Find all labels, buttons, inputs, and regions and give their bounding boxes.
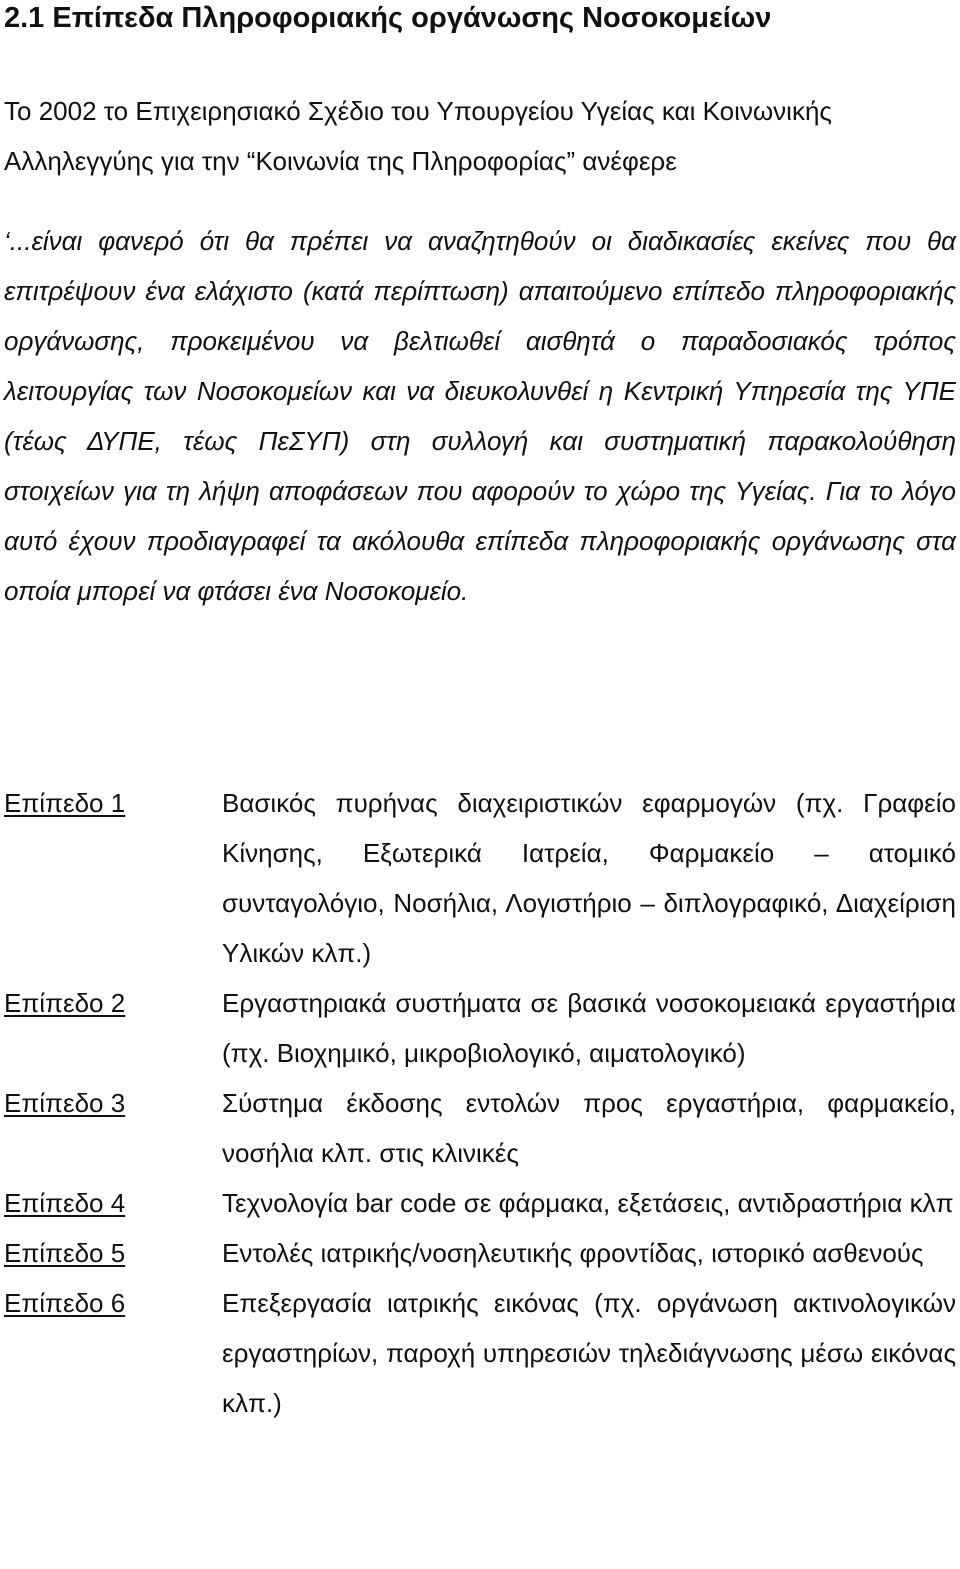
levels-list bbox=[0, 778, 960, 1428]
level-description: Επεξεργασία ιατρικής εικόνας (πχ. οργάνωση ακτινολογικών εργαστηρίων, παροχή υπηρεσιών τηλεδιάγνωσης μέσω εικόνας κλπ.) bbox=[222, 1288, 956, 1418]
quoted-paragraph: ‘...είναι φανερό ότι θα πρέπει να αναζητηθούν οι διαδικασίες εκείνες που θα επιτρέψουν ένα ελάχιστο (κατά περίπτωση) απαιτούμενο επίπεδο πληροφοριακής οργάνωσης, προκειμένου να βελτιωθεί αισθητά ο παραδοσιακός τρόπος λειτουργίας των Νοσοκομείων και να διευκολυνθεί η Κεντρική Υπηρεσία της ΥΠΕ (τέως ΔΥΠΕ, τέως ΠεΣΥΠ) στη συλλογή και συστηματική παρακολούθηση στοιχείων για τη λήψη αποφάσεων που αφορούν το χώρο της Υγείας. Για το λόγο αυτό έχουν προδιαγραφεί τα ακόλουθα επίπεδα πληροφοριακής οργάνωσης στα οποία μπορεί να φτάσει ένα Νοσοκομείο. bbox=[4, 226, 956, 606]
level-label: Επίπεδο 5 bbox=[4, 1238, 126, 1268]
level-label: Επίπεδο 6 bbox=[4, 1288, 126, 1318]
level-description: Εντολές ιατρικής/νοσηλευτικής φροντίδας, ιστορικό ασθενούς bbox=[222, 1238, 924, 1268]
level-row-1 bbox=[0, 778, 960, 978]
level-description: Εργαστηριακά συστήματα σε βασικά νοσοκομειακά εργαστήρια (πχ. Βιοχημικό, μικροβιολογικό, αιματολογικό) bbox=[222, 988, 956, 1068]
intro-paragraph: Το 2002 το Επιχειρησιακό Σχέδιο του Υπουργείου Υγείας και Κοινωνικής Αλληλεγγύης για την “Κοινωνία της Πληροφορίας” ανέφερε bbox=[4, 96, 832, 176]
level-row-2 bbox=[0, 978, 960, 1078]
level-row-6 bbox=[0, 1278, 960, 1428]
level-row-5 bbox=[0, 1228, 960, 1278]
level-label: Επίπεδο 4 bbox=[4, 1188, 126, 1218]
level-row-4 bbox=[0, 1178, 960, 1228]
level-description: Σύστημα έκδοσης εντολών προς εργαστήρια, φαρμακείο, νοσήλια κλπ. στις κλινικές bbox=[222, 1088, 956, 1168]
section-heading: 2.1 Επίπεδα Πληροφοριακής οργάνωσης Νοσοκομείων bbox=[4, 2, 772, 34]
level-description: Βασικός πυρήνας διαχειριστικών εφαρμογών (πχ. Γραφείο Κίνησης, Εξωτερικά Ιατρεία, Φαρμακείο – ατομικό συνταγολόγιο, Νοσήλια, Λογιστήριο – διπλογραφικό, Διαχείριση Υλικών κλπ.) bbox=[222, 788, 956, 968]
level-label: Επίπεδο 3 bbox=[4, 1088, 126, 1118]
level-row-3 bbox=[0, 1078, 960, 1178]
level-description: Τεχνολογία bar code σε φάρμακα, εξετάσεις, αντιδραστήρια κλπ bbox=[222, 1188, 954, 1218]
level-label: Επίπεδο 2 bbox=[4, 988, 126, 1018]
level-label: Επίπεδο 1 bbox=[4, 788, 126, 818]
